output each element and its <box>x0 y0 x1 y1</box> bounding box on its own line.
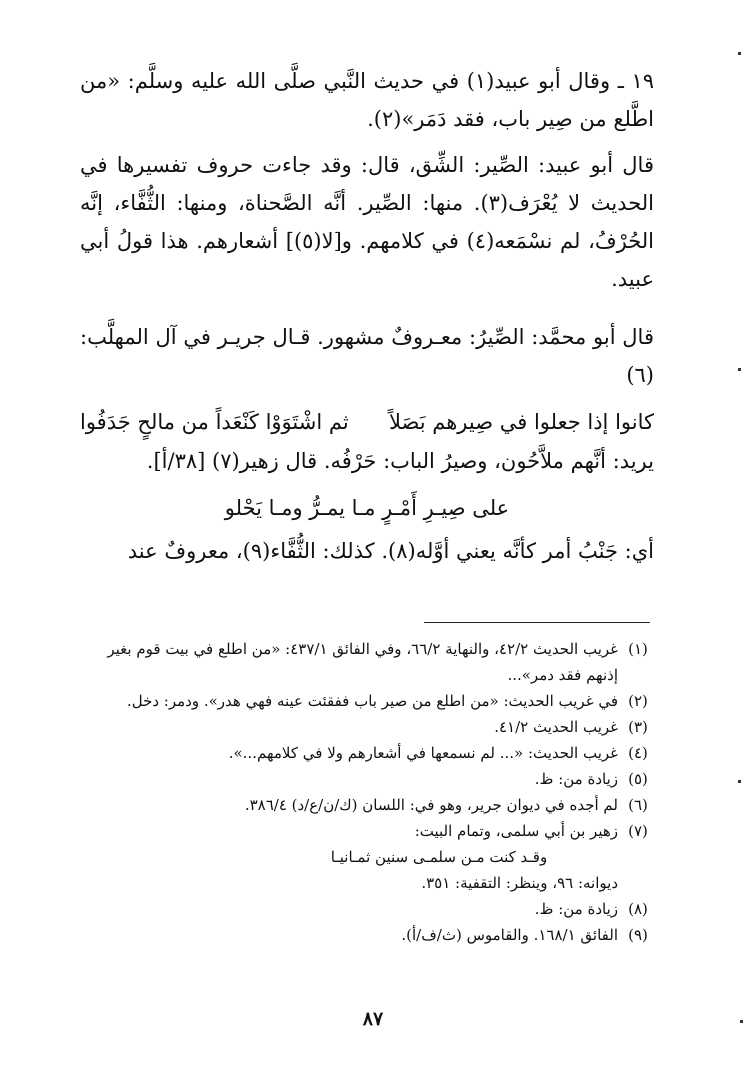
footnote <box>90 714 658 740</box>
paragraph-hadith: ١٩ ـ وقال أبو عبيد(١) في حديث النَّبي صلَّى الله عليه وسلَّم: «من اطَّلع من صِير باب، فقد دَمَر»(٢). <box>80 69 654 131</box>
footnote-text: في غريب الحديث: «من اطلع من صير باب ففقئت عينه فهي هدر». ودمر: دخل. <box>126 692 618 710</box>
paragraph-abu-ubaid: قال أبو عبيد: الصِّير: الشِّق، قال: وقد جاءت حروف تفسيرها في الحديث لا يُعْرَف(٣). منها: الصِّير. أنَّه الصَّحناة، ومنها: الثُّفَّاء، إنَّه الحُرْفُ، لم نسْمَعه(٤) في كلامهم. و[لا(٥)] أشعارهم. هذا قولُ أبي عبيد. <box>80 153 654 291</box>
footnote <box>90 896 658 922</box>
footnote-text: زيادة من: ظ. <box>534 770 618 788</box>
footnote <box>90 688 658 714</box>
paragraph-meaning: يريد: أنَّهم ملاَّحُون، وصيرُ الباب: حَرْفُه. قال زهير(٧) [٣٨/أ]. <box>146 449 654 473</box>
footnote-text: زهير بن أبي سلمى، وتمام البيت: <box>414 822 618 840</box>
footnote-text: غريب الحديث ٤٢/٢، والنهاية ٦٦/٢، وفي الفائق ٤٣٧/١: «من اطلع في بيت قوم بغير إذنهم فقد دمر»... <box>107 640 618 684</box>
footnote-divider <box>424 622 650 623</box>
verse-second-hemistich: ثم اشْتَوَوْا كَنْعَداً من مالحٍ جَدَفُوا <box>80 410 349 434</box>
verse-jarir <box>80 402 654 442</box>
footnote <box>90 766 658 792</box>
footnote-text: لم أجده في ديوان جرير، وهو في: اللسان (ك/ن/ع/د) ٣٨٦/٤. <box>244 796 618 814</box>
footnote-poem-line: وقـد كنت مـن سلمـى سنين ثمـانيـا <box>330 848 548 866</box>
footnote-number: (٨) <box>628 900 648 918</box>
footnote-number: (٦) <box>628 796 648 814</box>
scan-mark <box>738 52 741 55</box>
footnote-number: (٥) <box>628 770 648 788</box>
footnote-number: (٧) <box>628 822 648 840</box>
footnote <box>90 740 658 766</box>
paragraph-continuation: أي: جَنْبُ أمر كأنَّه يعني أوَّله(٨). كذلك: الثُّفَّاء(٩)، معروفٌ عند <box>127 539 654 563</box>
footnote <box>90 818 658 844</box>
footnote-text: غريب الحديث: «... لم نسمعها في أشعارهم ولا في كلامهم...». <box>228 744 618 762</box>
main-text <box>80 62 654 590</box>
footnote-number: (١) <box>628 640 648 658</box>
paragraph-abu-muhammad: قال أبو محمَّد: الصِّيرُ: معـروفٌ مشهور. قـال جريـر في آل المهلَّب:(٦) <box>80 325 654 387</box>
footnote-source: ديوانه: ٩٦، وينظر: التقفية: ٣٥١. <box>421 874 618 892</box>
footnote <box>90 636 658 688</box>
footnote-number: (٣) <box>628 718 648 736</box>
footnotes <box>90 636 658 948</box>
page-number: ٨٧ <box>362 1008 384 1030</box>
verse-zuhair: على صِيـرِ أَمْـرٍ مـا يمـرُّ ومـا يَحْلو <box>224 496 510 520</box>
footnote-text: الفائق ١٦٨/١. والقاموس (ث/ف/أ). <box>401 926 618 944</box>
footnote-number: (٤) <box>628 744 648 762</box>
footnote-number: (٢) <box>628 692 648 710</box>
footnote-number: (٩) <box>628 926 648 944</box>
footnote <box>90 792 658 818</box>
scan-mark <box>740 1020 743 1023</box>
scan-mark <box>738 780 741 783</box>
footnote-text: غريب الحديث ٤١/٢. <box>494 718 618 736</box>
scan-mark <box>738 368 741 371</box>
footnote-text: زيادة من: ظ. <box>534 900 618 918</box>
verse-first-hemistich: كانوا إذا جعلوا في صِيرهم بَصَلاً <box>388 410 654 434</box>
footnote <box>90 922 658 948</box>
